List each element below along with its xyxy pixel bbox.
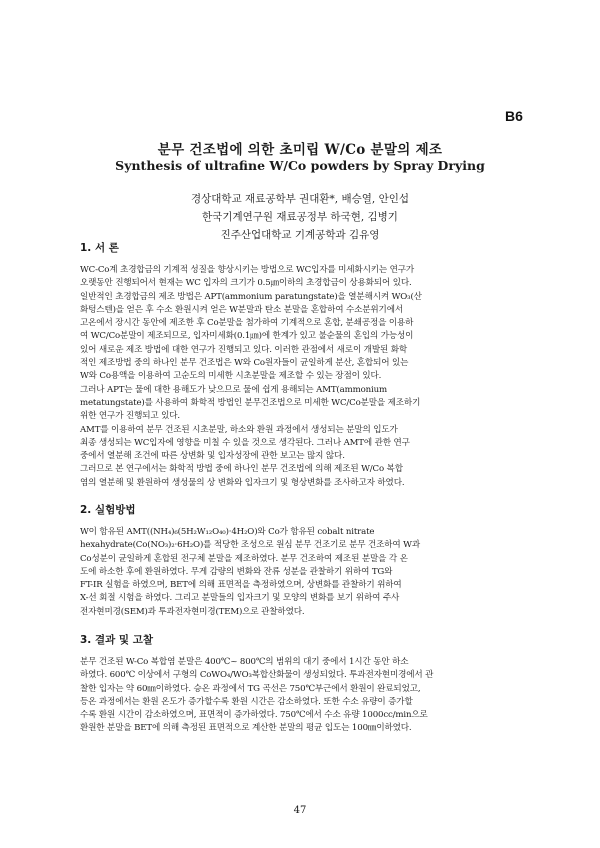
body-line: 분무 건조된 W-Co 복합염 분말은 400℃~ 800℃의 범위의 대기 중에서 1시간 동안 하소 (80, 657, 409, 667)
body-line: 여 WC/Co분말이 제조되므로, 입자미세화(0.1㎛)에 한계가 있고 불순물의 혼입의 가능성이 (80, 331, 414, 342)
body-line: W와 Co용액을 이용하여 고순도의 미세한 시초분말을 제조할 수 있는 장점이 있다. (80, 371, 382, 382)
body-line: 중에서 열분해 조건에 따른 상변화 및 입자성장에 관한 보고는 많지 않다. (80, 451, 345, 462)
author-line: 진주산업대학교 기계공학과 김유영 (220, 229, 380, 241)
body-line: 등온 과정에서는 환원 온도가 증가할수록 환원 시간은 감소하였다. 또한 수소 유량이 증가할 (80, 696, 413, 707)
section-heading: 3. 결과 및 고찰 (80, 634, 153, 646)
author-block (0, 190, 600, 244)
section-body (80, 264, 520, 490)
body-line: 화텅스텐)을 얻은 후 수소 환원시켜 얻은 W분말과 탄소 분말을 혼합하여 수소분위기에서 (80, 304, 404, 315)
body-line: 고온에서 장시간 동안에 제조한 후 Co분말을 첨가하여 기계적으로 혼합, 분쇄공정을 이용하 (80, 318, 414, 329)
body-line: Co성분이 균일하게 혼합된 전구체 분말을 제조하였다. 분무 건조하여 제조된 분말을 각 온 (80, 553, 408, 564)
body-line: AMT를 이용하여 분무 건조된 시초분말, 하소와 환원 과정에서 생성되는 분말의 입도가 (80, 424, 398, 435)
page-number: 47 (293, 805, 307, 816)
body-line: 염의 열분해 및 환원하여 생성물의 상 변화와 입자크기 및 형상변화를 조사하고자 하였다. (80, 477, 405, 488)
body-line: 오랫동안 진행되어서 현재는 WC 입자의 크기가 0.5㎛이하의 초경합금이 상용화되어 있다. (80, 278, 412, 289)
body-line: 찰한 입자는 약 60㎚이하였다. 승온 과정에서 TG 곡선은 750℃부근에서 환원이 완료되었고, (80, 683, 421, 694)
body-line: 그러나 APT는 물에 대한 용해도가 낮으므로 물에 쉽게 용해되는 AMT(ammonium (80, 384, 387, 395)
body-line: WC-Co계 초경합금의 기계적 성질을 향상시키는 방법으로 WC입자를 미세화시키는 연구가 (80, 265, 415, 275)
section-heading: 2. 실험방법 (80, 504, 136, 516)
paper-code: B6 (505, 108, 523, 124)
body-line: W이 함유된 AMT((NH₄)₆(5H₂W₁₂O₄₀)·4H₂O)와 Co가 함유된 cobalt nitrate (80, 527, 375, 537)
author-line: 경상대학교 재료공학부 권대환*, 배승열, 안인섭 (191, 193, 409, 205)
title-korean: 분무 건조법에 의한 초미립 W/Co 분말의 제조 (157, 142, 443, 158)
body-line: hexahydrate(Co(NO₃)₂·6H₂O)를 적당한 조성으로 원심 분무 건조기로 분무 건조하여 W과 (80, 540, 420, 551)
section-body (80, 656, 520, 736)
body-line: metatungstate)를 사용하여 화학적 방법인 분무건조법으로 미세한 WC/Co분말을 제조하기 (80, 397, 421, 408)
body-line: 최종 생성되는 WC입자에 영향을 미칠 수 있을 것으로 생각된다. 그러나 AMT에 관한 연구 (80, 437, 410, 448)
section-methods (80, 502, 520, 619)
title-english: Synthesis of ultrafine W/Co powders by Spray Drying (115, 158, 485, 173)
body-line: 환원한 분말을 BET에 의해 측정된 표면적으로 계산한 분말의 평균 입도는 100㎚이하였다. (80, 723, 412, 734)
body-line: 있어 새로운 제조 방법에 대한 연구가 진행되고 있다. 이러한 관점에서 새로이 개발된 화학 (80, 344, 408, 355)
body-line: 일반적인 초경합금의 제조 방법은 APT(ammonium paratungstate)을 열분해시켜 WO₃(산 (80, 291, 422, 302)
body-line: 위한 연구가 진행되고 있다. (80, 411, 180, 422)
author-line: 한국기계연구원 재료공정부 하국현, 김병기 (202, 211, 398, 223)
body-line: 적인 제조방법 중의 하나인 분무 건조법은 W와 Co원자들이 균일하게 분산, 혼합되어 있는 (80, 358, 409, 369)
body-line: 그러므로 본 연구에서는 화학적 방법 중에 하나인 분무 건조법에 의해 제조된 W/Co 복합 (80, 464, 403, 475)
body-line: FT-IR 실험을 하였으며, BET에 의해 표면적을 측정하였으며, 상변화를 관찰하기 위하여 (80, 580, 402, 591)
section-results (80, 632, 520, 736)
section-body (80, 526, 520, 619)
body-line: 하였다. 600℃ 이상에서 구형의 CoWO₄/WO₃복합산화물이 생성되었다. 투과전자현미경에서 관 (80, 670, 434, 681)
body-line: 수록 환원 시간이 감소하였으며, 표면적이 증가하였다. 750℃에서 수소 유량 1000cc/min으로 (80, 710, 428, 721)
body-line: X-선 회절 시험을 하였다. 그리고 분말들의 입자크기 및 모양의 변화를 보기 위하여 주사 (80, 593, 400, 604)
section-introduction (80, 240, 520, 490)
section-heading: 1. 서 론 (80, 242, 119, 254)
body-line: 전자현미경(SEM)과 투과전자현미경(TEM)으로 관찰하였다. (80, 606, 305, 617)
body-line: 도에 하소한 후에 환원하였다. 무게 감량의 변화와 잔류 성분을 관찰하기 위하여 TG와 (80, 566, 393, 577)
